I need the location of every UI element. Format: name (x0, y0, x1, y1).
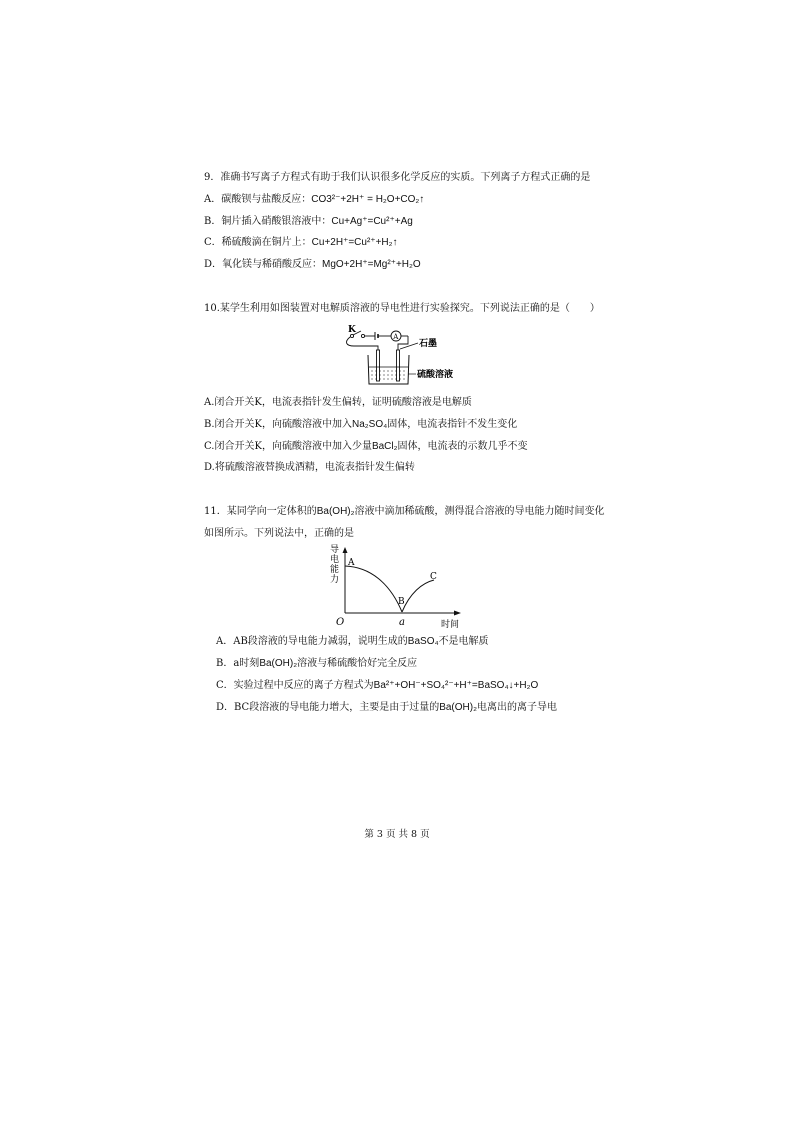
q11-stem-post: 溶液中滴加稀硫酸，测得混合溶液的导电能力随时间变化 (354, 506, 605, 517)
q11-option-d (216, 701, 557, 715)
electrode-right (397, 350, 400, 381)
y-label-char-3: 能 (330, 565, 340, 575)
q9-option-a-label: A．碳酸钡与盐酸反应： (204, 194, 312, 205)
solution-label: 硫酸溶液 (417, 370, 454, 380)
x-axis-label: 时间 (441, 620, 460, 629)
q11-stem-line2: 如图所示。下列说法中，正确的是 (204, 528, 354, 539)
curve-bc (402, 580, 434, 612)
q11-option-a (216, 635, 489, 649)
q9-option-c (204, 236, 398, 250)
q9-option-d-equation: MgO+2H⁺=Mg²⁺+H₂O (322, 259, 421, 270)
q11-stem-pre: 11．某同学向一定体积的 (204, 506, 317, 517)
q11-option-d-pre: D．BC段溶液的导电能力增大，主要是由于过量的 (216, 702, 440, 713)
electrode-left (377, 350, 380, 381)
x-axis-arrow (454, 611, 461, 616)
q10-option-b (204, 418, 517, 432)
q11-option-b-post: 溶液与稀硫酸恰好完全反应 (297, 658, 418, 669)
q10-option-b-formula: Na₂SO₄ (352, 419, 388, 430)
q11-option-a-pre: A．AB段溶液的导电能力减弱，说明生成的 (216, 636, 408, 647)
switch-contact (361, 334, 364, 337)
switch-k-label: K (348, 325, 356, 335)
q9-option-b (204, 215, 413, 229)
q10-option-b-pre: B.闭合开关K，向硫酸溶液中加入 (204, 419, 352, 430)
point-b-label: B (398, 597, 405, 607)
q10-option-c (204, 440, 528, 454)
q11-option-a-formula: BaSO₄ (407, 636, 439, 647)
page-footer: 第 3 页 共 8 页 (364, 829, 430, 840)
q10-option-d: D.将硫酸溶液替换成酒精，电流表指针发生偏转 (204, 462, 415, 473)
y-label-char-1: 导 (330, 545, 340, 555)
q10-stem: 10.某学生利用如图装置对电解质溶液的导电性进行实验探究。下列说法正确的是（ ） (204, 303, 600, 314)
q10-option-a: A.闭合开关K，电流表指针发生偏转，证明硫酸溶液是电解质 (204, 397, 472, 408)
q9-option-a (204, 193, 424, 207)
q11-option-c (216, 679, 538, 693)
q9-option-a-equation: CO3²⁻+2H⁺ = H₂O+CO₂↑ (311, 194, 425, 205)
x-tick-a: a (399, 617, 405, 628)
q9-option-c-equation: Cu+2H⁺=Cu²⁺+H₂↑ (311, 237, 398, 248)
origin-label: O (336, 617, 345, 628)
q11-option-b (216, 657, 417, 671)
q10-option-c-formula: BaCl₂ (371, 441, 398, 452)
q10-option-b-post: 固体，电流表指针不发生变化 (387, 419, 518, 430)
ammeter-label: A (393, 333, 399, 341)
q9-option-b-label: B．铜片插入硝酸银溶液中： (204, 216, 332, 227)
point-c-label: C (430, 572, 437, 582)
y-label-char-2: 电 (330, 555, 340, 565)
q9-stem: 9．准确书写离子方程式有助于我们认识很多化学反应的实质。下列离子方程式正确的是 (204, 172, 591, 183)
y-axis-arrow (343, 547, 348, 553)
q9-option-d-label: D．氧化镁与稀硝酸反应： (204, 259, 323, 270)
wire-left (347, 337, 378, 352)
q9-option-b-equation: Cu+Ag⁺=Cu²⁺+Ag (331, 216, 413, 227)
y-label-char-4: 力 (330, 575, 340, 585)
q11-option-c-equation: Ba²⁺+OH⁻+SO₄²⁻+H⁺=BaSO₄↓+H₂O (373, 680, 539, 691)
q11-option-c-pre: C．实验过程中反应的离子方程式为 (216, 680, 374, 691)
curve-ab (345, 566, 402, 612)
q11-option-a-post: 不是电解质 (438, 636, 489, 647)
beaker (368, 355, 409, 384)
q11-stem-formula: Ba(OH)₂ (316, 506, 355, 517)
q11-stem-line1 (204, 505, 605, 519)
q11-conductivity-graph (330, 543, 470, 629)
q11-option-b-pre: B．a时刻 (216, 658, 260, 669)
q11-option-b-formula: Ba(OH)₂ (259, 658, 298, 669)
q11-option-d-formula: Ba(OH)₂ (439, 702, 477, 713)
graphite-label: 石墨 (419, 339, 438, 349)
q9-option-d (204, 258, 421, 272)
q9-option-c-label: C．稀硫酸滴在铜片上： (204, 237, 312, 248)
q10-option-c-post: 固体，电流表的示数几乎不变 (397, 441, 528, 452)
q11-option-d-post: 电离出的离子导电 (476, 702, 557, 713)
point-a-label: A (348, 558, 355, 568)
q10-option-c-pre: C.闭合开关K，向硫酸溶液中加入少量 (204, 441, 372, 452)
q10-apparatus-figure (340, 322, 470, 388)
